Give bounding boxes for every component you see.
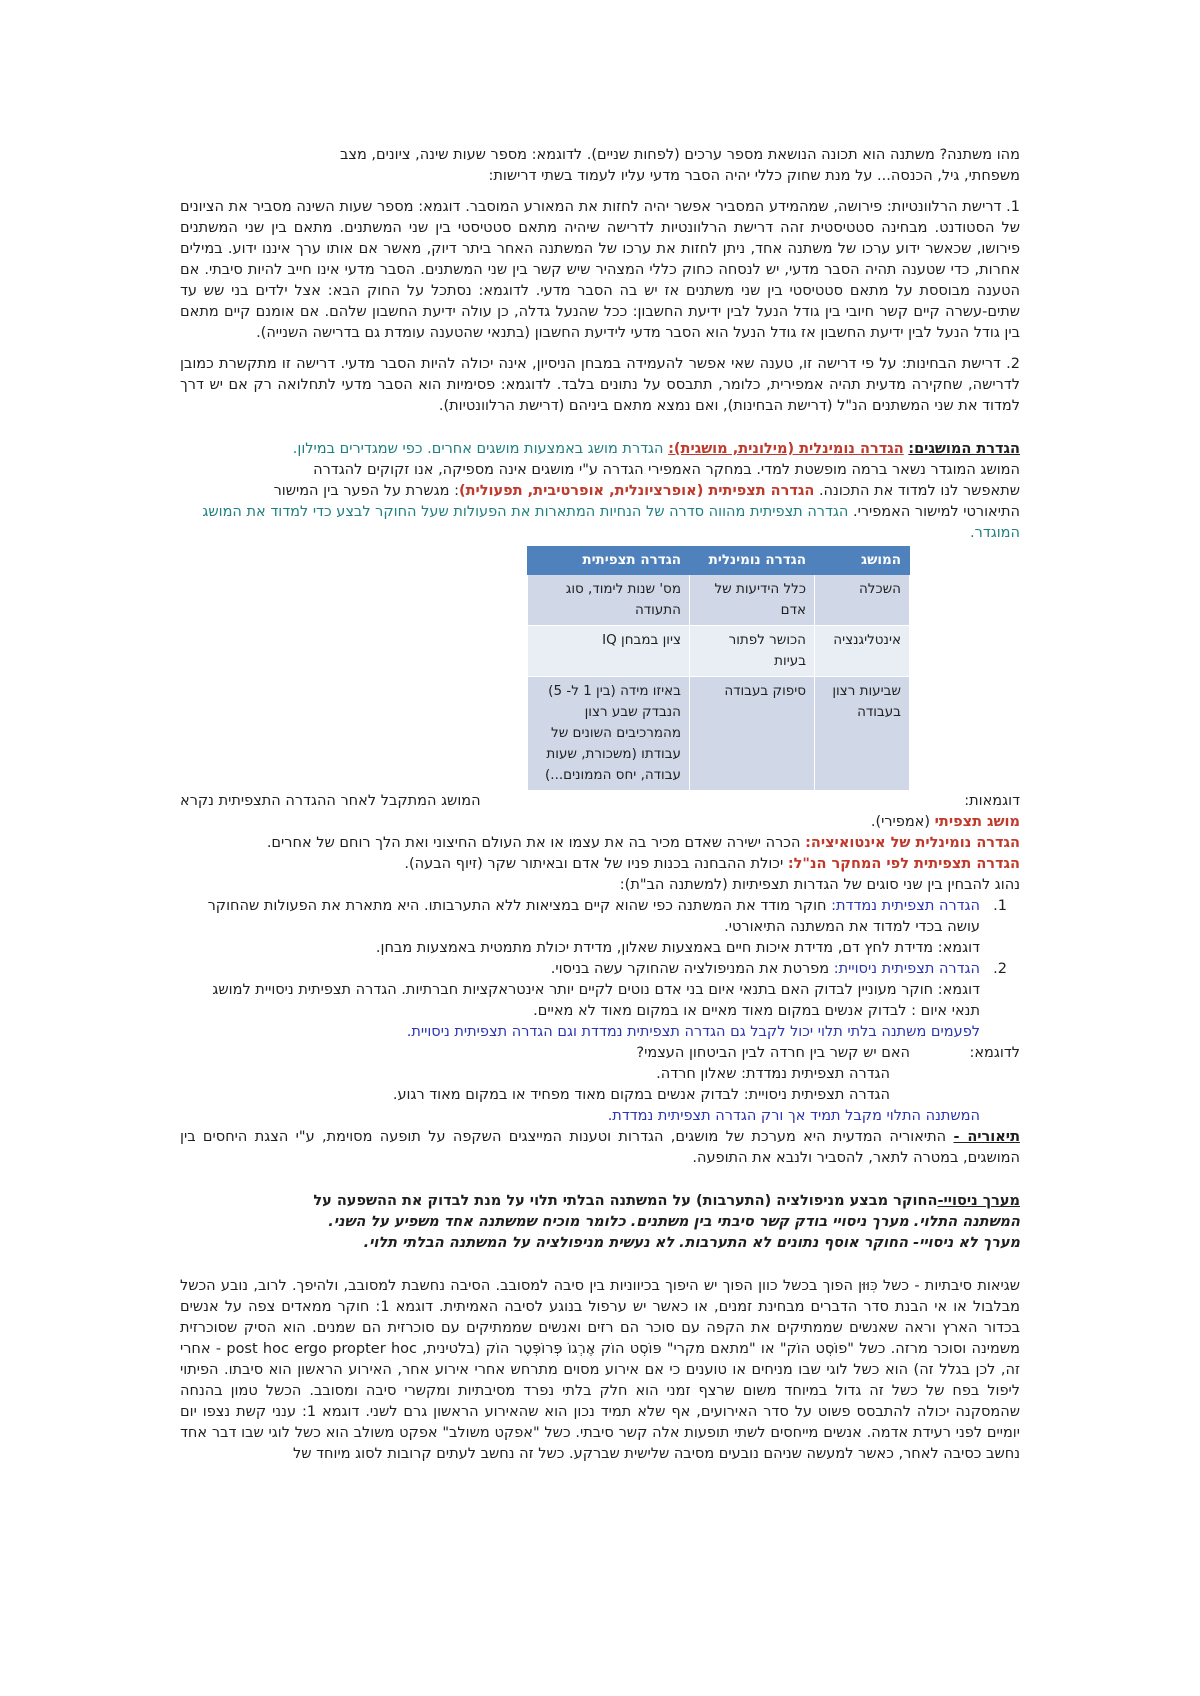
nominal-definition-label: הגדרה נומינלית (מילונית, מושגית): [668,441,904,457]
type-1-example: דוגמא: מדידת לחץ דם, מדידת איכות חיים באמצעות שאלון, מדידת יכולת מתמטית באמצעות מבחן. [375,940,980,956]
independent-variable-note: לפעמים משתנה בלתי תלוי יכול לקבל גם הגדרה תצפיתית נמדדת וגם הגדרה תצפיתית ניסויית. [406,1024,980,1040]
definitions-table [527,546,910,791]
table-header: הגדרה נומינלית [690,547,815,575]
table-row [528,575,910,626]
experimental-design-line-3: מערך לא ניסויי- החוקר אוסף נתונים לא התערבות. לא נעשית מניפולציה על המשתנה הבלתי תלוי. [363,1235,1020,1251]
concepts-line-2: המושג המוגדר נשאר ברמה מופשטת למדי. במחקר האמפירי הגדרה ע"י מושגים אינה מספיקה, אנו זקוקים להגדרה [313,462,1020,478]
examples-row [180,791,1020,812]
observational-concept-label: מושג תצפיתי [934,814,1020,830]
experimental-design-section: מערך ניסויי-החוקר מבצע מניפולציה (התערבות) על המשתנה הבלתי תלוי על מנת לבדוק את ההשפעה על המשתנה התלוי. מערך ניסויי בודק קשר סיבתי בין משתנים. כלומר מוכיח שמשתנה אחד משפיע על השני. מערך לא ניסויי- החוקר אוסף נתונים לא התערבות. לא נעשית מניפולציה על המשתנה הבלתי תלוי. [180,1191,1020,1254]
observational-concept-line: מושג תצפיתי (אמפירי). [870,814,1020,830]
theory-paragraph: תיאוריה - התיאוריה המדעית היא מערכת של מושגים, הגדרות וטענות המייצגים השקפה על תופעה מסוימת, ע"י הצגת היחסים בין המושגים, במטרה לתאר, להסביר ולנבא את התופעה. [180,1129,1020,1166]
examples-text: המושג המתקבל לאחר ההגדרה התצפיתית נקרא [180,793,481,809]
example-answer-measured: הגדרה תצפיתית נמדדת: שאלון חרדה. [656,1066,890,1082]
table-header-row [528,547,910,575]
table-row [528,677,910,791]
testability-requirement: 2. דרישת הבחינות: על פי דרישה זו, טענה שאי אפשר להעמידה במבחן הניסיון, אינה יכולה להיות הסבר מדעי. דרישה זו מתקשרת כמובן לדרישה, שחקירה מדעית תהיה אמפירית, כלומר, תתבסס על נתונים בלבד. לדוגמא: פסימיות הוא הסבר מדעי לתחלואה רק אם יש דרך למדוד את שני המשתנים הנ"ל (דרישת הבחינות), ואם נמצא מתאם ביניהם (דרישת הרלוונטיות). [180,356,1020,414]
table-cell: סיפוק בעבודה [690,677,815,791]
experimental-design-line-2: המשתנה התלוי. מערך ניסויי בודק קשר סיבתי בין משתנים. כלומר מוכיח שמשתנה אחד משפיע על השני. [328,1214,1020,1230]
intro-line-1: מהו משתנה? משתנה הוא תכונה הנושאת מספר ערכים (לפחות שניים). לדוגמא: מספר שעות שינה, ציונים, מצב [339,147,1020,163]
intuition-nominal-line: הגדרה נומינלית של אינטואיציה: הכרה ישירה שאדם מכיר בה את עצמו או את העולם החיצוני ואת הלך רוחם של אחרים. [266,835,1020,851]
concepts-line-3: שתאפשר לנו למדוד את התכונה. הגדרה תצפיתית (אופרציונלית, אופרטיבית, תפעולית): מגשרת על הפער בין המישור [273,483,1020,499]
experimental-definition-label: הגדרה תצפיתית ניסויית: [833,961,980,977]
table-header: המושג [815,547,910,575]
table-cell: כלל הידיעות של אדם [690,575,815,626]
concepts-heading: הגדרת המושגים: [908,441,1020,457]
concepts-line-1 [180,439,1020,460]
type-1-item: 1. הגדרה תצפיתית נמדדת: חוקר מודד את המשתנה כפי שהוא קיים במציאות ללא התערבותו. היא מתארת את הפעולות שהחוקר עושה בכדי למדוד את המשתנה התיאורטי. [180,896,1020,938]
intuition-nominal-label: הגדרה נומינלית של אינטואיציה: [805,835,1020,851]
table-header: הגדרה תצפיתית [528,547,690,575]
experimental-design-label: מערך ניסויי- [937,1193,1020,1209]
measured-definition-label: הגדרה תצפיתית נמדדת: [831,898,980,914]
dependent-variable-note: המשתנה התלוי מקבל תמיד אך ורק הגדרה תצפיתית נמדדת. [607,1108,980,1124]
list-number: 1. [993,898,1007,914]
intuition-observational-line: הגדרה תצפיתית לפי המחקר הנ"ל: יכולת ההבחנה בכנות פניו של אדם ובאיתור שקר (זיוף הבעה). [404,856,1020,872]
table-cell: הכושר לפתור בעיות [690,626,815,677]
example-answer-experimental: הגדרה תצפיתית ניסויית: לבדוק אנשים במקום מאוד מפחיד או במקום מאוד רגוע. [392,1087,890,1103]
table-row [528,626,910,677]
table-cell: אינטליגנציה [815,626,910,677]
table-cell: השכלה [815,575,910,626]
table-cell: שביעות רצון בעבודה [815,677,910,791]
type-2-example: דוגמא: חוקר מעוניין לבדוק האם בתנאי איום בני אדם נוטים לקיים יותר אינטראקציות חברתיות. הגדרה תצפיתית ניסויית למושג תנאי איום : לבדוק אנשים במקום מאוד מאיים או במקום מאוד לא מאיים. [212,982,980,1019]
document-page [180,145,1020,1465]
example-question: האם יש קשר בין חרדה לבין הביטחון העצמי? [636,1045,910,1061]
table-cell: ציון במבחן IQ [528,626,690,677]
types-intro-line: נהוג להבחין בין שני סוגים של הגדרות תצפיתיות (למשתנה הב"ת): [619,877,1020,893]
intuition-observational-label: הגדרה תצפיתית לפי המחקר הנ"ל: [787,856,1020,872]
relevance-requirement: 1. דרישת הרלוונטיות: פירושה, שמהמידע המסביר אפשר יהיה לחזות את המאורע המוסבר. דוגמא: מספר שעות השינה מסביר את הציונים של הסטודנט. מבחינה סטטיסטית זהה דרישת הרלוונטיות לדרישה שיהיה מתאם סטטיסטי בין שני המשתנים. מתאם בין שני המשתנים פירושו, שכאשר ידוע ערכו של משתנה אחד, ניתן לחזות את ערכו של המשתנה האחר ביתר דיוק, מאשר אם אותו ערך איננו ידוע. במילים אחרות, כדי שטענה תהיה הסבר מדעי, יש לנסחה כחוק כללי המצהיר שיש קשר בין שני המשתנים. הסבר מדעי אינו חייב להיות סיבתי. אם הטענה מבוססת על מתאם סטטיסטי בין שני משתנים אז יש בה הסבר מדעי. לדוגמא: נסתכל על החוק הבא: אצל ילדים בני שש עד שתים-עשרה קיים קשר חיובי בין גודל הנעל לבין ידיעת החשבון: ככל שהנעל גדלה, כן עולה ידיעת החשבון שלהם. אם אומנם קיים מתאם בין גודל הנעל לבין ידיעת החשבון אז גודל הנעל הוא הסבר מדעי לידיעת החשבון (בתנאי שהטענה עומדת גם בדרישה השנייה). [180,199,1020,341]
examples-label: דוגמאות: [964,793,1020,809]
causal-errors-paragraph: שגיאות סיבתיות - כשל כִּוּוּן הפוך בכשל כוון הפוך יש היפוך בכיווניות בין סיבה למסובב. הסיבה נחשבת למסובב, ולהיפך. לרוב, נובע הכשל מבלבול או אי הבנת סדר הדברים מבחינת זמנים, או כאשר יש ערפול בנוגע לסיבה האמיתית. דוגמא 1: חוקר ממאדים צפה על אנשים בכדור הארץ וראה שאנשים שממתיקים את הקפה עם סוכר הם רזים ואנשים שממתיקים עם סוכרזית הם שמנים. הוא הסיק שסוכרזית משמינה וסוכר מרזה. כשל "פוֹסְט הוֹק" או "מתאם מקרי" פּוֹסְט הוֹק אֶרְגוֹ פְּרוֹפְּטֶר הוֹק (בלטינית, post hoc ergo propter hoc - אחרי זה, לכן בגלל זה) הוא כשל לוגי שבו מניחים או טוענים כי אם אירוע מסוים מתרחש אחרי אירוע אחר, האירוע הראשון הוא סיבתו. הפיתוי ליפול בפח של כשל זה גדול במיוחד משום שרצף זמני הוא חלק בלתי נפרד מסיבתיות ומקשרי סיבה ומסובב. הכשל טמון בהנחה שהמסקנה יכולה להתבסס פשוט על סדר האירועים, אף שלא תמיד נכון הוא שהאירוע הראשון גרם לשני. דוגמא 1: ענני קשת נצפו יום יומיים לפני רעידת אדמה. אנשים מייחסים לשתי תופעות אלה קשר סיבתי. כשל "אפקט משולב" אפקט משולב הוא כשל לוגי שבו דבר אחד נחשב כסיבה לאחר, כאשר למעשה שניהם נובעים מסיבה שלישית שברקע. כשל זה נחשב לעתים קרובות לסוג מיוחד של [180,1278,1020,1462]
concepts-line-4: התיאורטי למישור האמפירי. הגדרה תצפיתית מהווה סדרה של הנחיות המתארות את הפעולות שעל החוקר לבצע כדי למדוד את המושג המוגדר. [202,504,1020,541]
concepts-section [180,439,1020,544]
intro-line-2: משפחתי, גיל, הכנסה... על מנת שחוק כללי יהיה הסבר מדעי עליו לעמוד בשתי דרישות: [488,168,1020,184]
example-label: לדוגמא: [969,1045,1020,1061]
theory-label: תיאוריה - [953,1129,1020,1145]
nominal-definition-text: הגדרת מושג באמצעות מושגים אחרים. כפי שמגדירים במילון. [292,441,664,457]
list-number: 2. [993,961,1007,977]
anxiety-example [180,1043,1020,1064]
table-cell: באיזו מידה (בין 1 ל- 5) הנבדק שבע רצון מהמרכיבים השונים של עבודתו (משכורת, שעות עבודה, יחס הממונים...) [528,677,690,791]
operational-definition-text: הגדרה תצפיתית מהווה סדרה של הנחיות המתארות את הפעולות שעל החוקר לבצע כדי למדוד את המושג המוגדר. [202,504,1020,541]
table-cell: מס' שנות לימוד, סוג התעודה [528,575,690,626]
type-2-item: 2. הגדרה תצפיתית ניסויית: מפרטת את המניפולציה שהחוקר עשה בניסוי. [180,959,1020,980]
operational-definition-label: הגדרה תצפיתית (אופרציונלית, אופרטיבית, תפעולית) [458,483,815,499]
